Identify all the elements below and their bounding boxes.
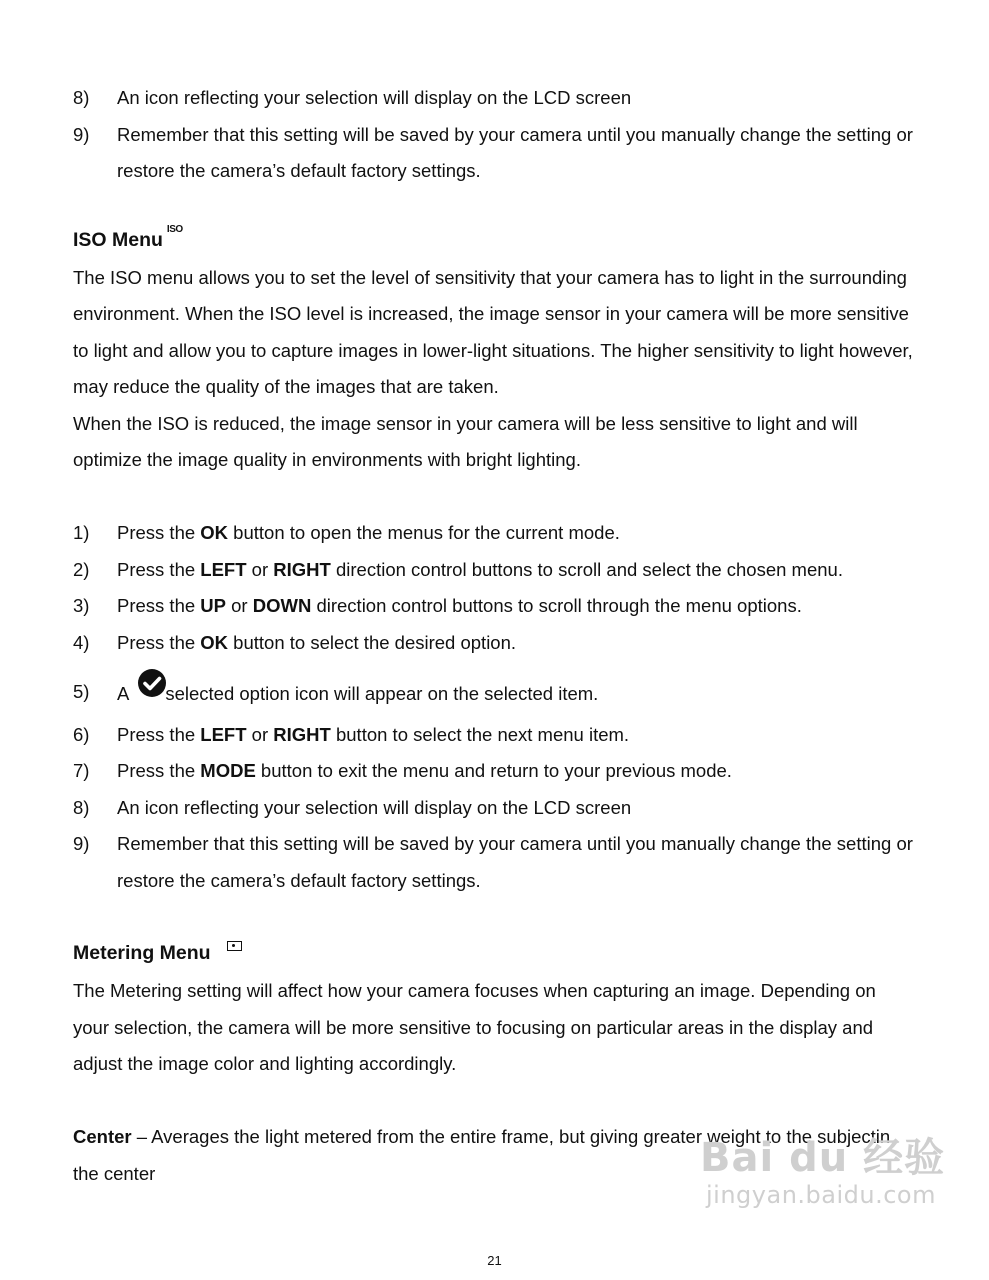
text: Press the xyxy=(117,558,201,580)
list-item xyxy=(73,117,913,190)
button-name: OK xyxy=(200,631,229,653)
button-name: RIGHT xyxy=(273,723,331,745)
step-number: 4) xyxy=(73,631,90,653)
step-number: 2) xyxy=(73,558,90,580)
text: button to select the next menu item. xyxy=(330,723,630,745)
step-item xyxy=(73,552,913,589)
step-text xyxy=(117,717,913,754)
text: Press the xyxy=(117,760,201,781)
text: button to select the desired option. xyxy=(228,631,517,653)
text: Press the xyxy=(117,723,201,745)
list-item xyxy=(73,80,913,117)
iso-icon: ISO xyxy=(166,223,183,235)
text: button to open the menus for the current mode. xyxy=(228,522,620,543)
step-item xyxy=(73,753,913,790)
step-text xyxy=(117,588,913,625)
step-number: 9) xyxy=(73,833,90,854)
section-title: Metering Menu xyxy=(73,942,211,964)
step-number: 5) xyxy=(73,681,90,702)
document-page xyxy=(73,80,913,1192)
step-number: 7) xyxy=(73,760,90,781)
metering-menu-heading xyxy=(73,933,913,973)
button-name: LEFT xyxy=(200,558,247,580)
center-label: Center xyxy=(73,1126,132,1147)
step-item xyxy=(73,790,913,827)
step-item xyxy=(73,717,913,754)
step-text xyxy=(117,515,913,552)
step-number: 8) xyxy=(73,796,90,818)
button-name: DOWN xyxy=(252,595,312,616)
step-number: 1) xyxy=(73,522,90,543)
step-text: An icon reflecting your selection will display on the LCD screen xyxy=(117,796,632,818)
text: or xyxy=(226,595,253,616)
text: direction control buttons to scroll and select the chosen menu. xyxy=(330,558,843,580)
watermark-brand: Bai du 经验 xyxy=(700,1135,946,1181)
text: or xyxy=(246,558,274,580)
baidu-watermark xyxy=(700,1135,946,1212)
button-name: OK xyxy=(200,522,229,543)
metering-description: The Metering setting will affect how your camera focuses when capturing an image. Depending on your selection, the camera will be more sensitive to focusing on particular areas in the display and adjust the image color and lighting accordingly. xyxy=(73,980,876,1074)
step-text xyxy=(117,753,913,790)
step-number: 3) xyxy=(73,595,90,616)
list-text: Remember that this setting will be saved by your camera until you manually change the setting or restore the camera’s default factory settings. xyxy=(117,123,913,181)
button-name: MODE xyxy=(200,760,256,781)
iso-menu-heading xyxy=(73,220,913,260)
check-circle-icon xyxy=(137,668,167,711)
center-text: – Averages the light metered from the entire frame, but giving greater weight to the subjectin the center xyxy=(73,1126,891,1184)
text: selected option icon will appear on the selected item. xyxy=(165,683,599,705)
step-text xyxy=(117,674,913,717)
list-number: 8) xyxy=(73,87,90,108)
button-name: LEFT xyxy=(200,723,247,745)
step-text xyxy=(117,552,913,589)
step-text xyxy=(117,625,913,662)
button-name: UP xyxy=(200,595,226,616)
text: button to exit the menu and return to your previous mode. xyxy=(255,760,732,781)
watermark-url: jingyan.baidu.com xyxy=(706,1181,936,1209)
spot-metering-icon xyxy=(227,941,242,951)
iso-description-2: When the ISO is reduced, the image sensor in your camera will be less sensitive to light and will optimize the image quality in environments with bright lighting. xyxy=(73,412,858,470)
button-name: RIGHT xyxy=(273,558,331,580)
step-item xyxy=(73,588,913,625)
text: direction control buttons to scroll through the menu options. xyxy=(311,595,802,616)
step-text: Remember that this setting will be saved by your camera until you manually change the setting or restore the camera’s default factory settings. xyxy=(117,833,913,891)
section-title: ISO Menu xyxy=(73,228,163,251)
step-number: 6) xyxy=(73,723,90,745)
page-number: 21 xyxy=(487,1253,502,1268)
step-item xyxy=(73,515,913,552)
text: Press the xyxy=(117,631,201,653)
step-item xyxy=(73,674,913,717)
text: Press the xyxy=(117,595,201,616)
step-item xyxy=(73,625,913,662)
text: or xyxy=(246,723,274,745)
step-item xyxy=(73,826,913,899)
list-text: An icon reflecting your selection will display on the LCD screen xyxy=(117,87,632,108)
iso-description: The ISO menu allows you to set the level of sensitivity that your camera has to light in the surrounding environment. When the ISO level is increased, the image sensor in your camera will be more sensitive to light and allow you to capture images in lower-light situations. The higher sensitivity to light however, may reduce the quality of the images that are taken. xyxy=(73,266,913,397)
text: A xyxy=(117,683,130,705)
text: Press the xyxy=(117,522,201,543)
list-number: 9) xyxy=(73,123,90,145)
